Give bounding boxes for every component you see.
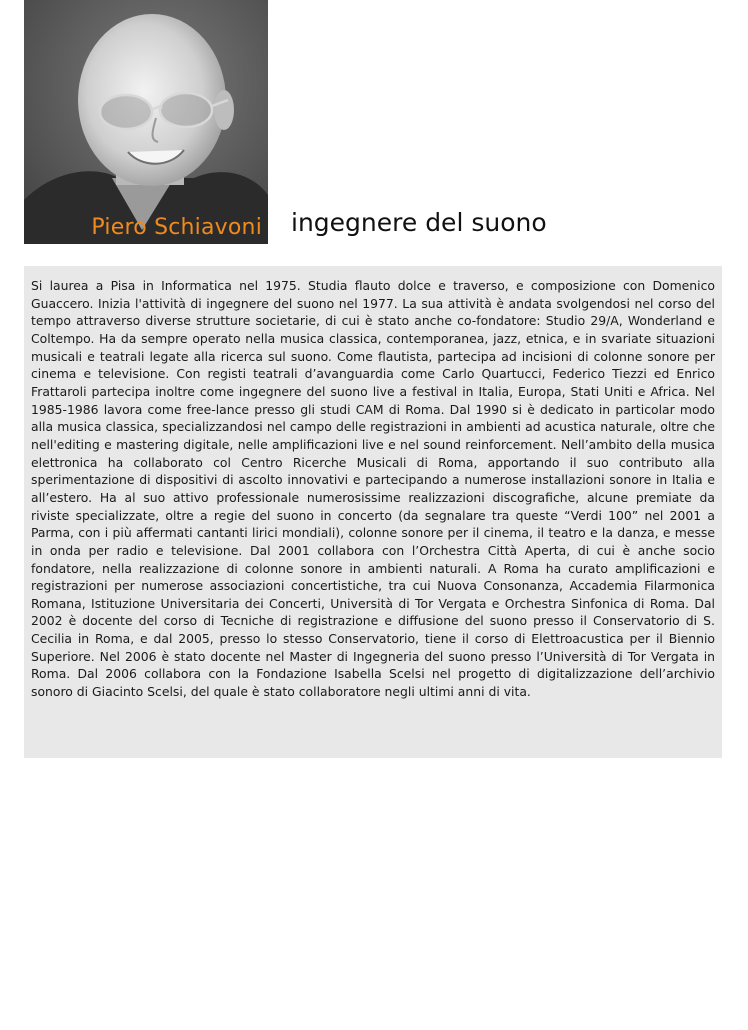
portrait-photo [24,0,268,244]
person-name: Piero Schiavoni [91,215,262,240]
biography-panel [24,266,722,758]
person-role: ingegnere del suono [291,208,547,237]
portrait-image [24,0,268,244]
biography-text: Si laurea a Pisa in Informatica nel 1975. Studia flauto dolce e traverso, e composizione con Domenico Guaccero. Inizia l'attività di ingegnere del suono nel 1977. La sua attività è andata svolgendosi nel corso del tempo attraverso diverse strutture societarie, di cui è stato anche co-fondatore: Studio 29/A, Wonderland e Coltempo. Ha da sempre operato nella musica classica, contemporanea, jazz, etnica, e in svariate situazioni musicali e teatrali legate alla ricerca sul suono. Come flautista, partecipa ad incisioni di colonne sonore per cinema e televisione. Con registi teatrali d’avanguardia come Carlo Quartucci, Federico Tiezzi ed Enrico Frattaroli partecipa inoltre come ingegnere del suono live a festival in Italia, Europa, Stati Uniti e Africa. Nel 1985-1986 lavora come free-lance presso gli studi CAM di Roma. Dal 1990 si è dedicato in particolar modo alla musica classica, specializzandosi nel campo delle registrazioni in ambienti ad acustica naturale, oltre che nell'editing e mastering digitale, nelle amplificazioni live e nel sound reinforcement. Nell’ambito della musica elettronica ha collaborato col Centro Ricerche Musicali di Roma, apportando il suo contributo alla sperimentazione di dispositivi di ascolto innovativi e partecipando a numerose installazioni sonore in Italia e all’estero. Ha al suo attivo professionale numerosissime realizzazioni discografiche, alcune premiate da riviste specializzate, oltre a regie del suono in concerto (da segnalare tra queste “Verdi 100” nel 2001 a Parma, con i più affermati cantanti lirici mondiali), colonne sonore per il cinema, il teatro e la danza, e messe in onda per radio e televisione. Dal 2001 collabora con l’Orchestra Città Aperta, di cui è anche socio fondatore, nella realizzazione di colonne sonore in ambienti naturali. A Roma ha curato amplificazioni e registrazioni per numerose associazioni concertistiche, tra cui Nuova Consonanza, Accademia Filarmonica Romana, Istituzione Universitaria dei Concerti, Università di Tor Vergata e Orchestra Sinfonica di Roma. Dal 2002 è docente del corso di Tecniche di registrazione e diffusione del suono presso il Conservatorio di S. Cecilia in Roma, e dal 2005, presso lo stesso Conservatorio, tiene il corso di Elettroacustica per il Biennio Superiore. Nel 2006 è stato docente nel Master di Ingegneria del suono presso l’Università di Tor Vergata in Roma. Dal 2006 collabora con la Fondazione Isabella Scelsi nel progetto di digitalizzazione dell’archivio sonoro di Giacinto Scelsi, del quale è stato collaboratore negli ultimi anni di vita. [31,278,715,700]
